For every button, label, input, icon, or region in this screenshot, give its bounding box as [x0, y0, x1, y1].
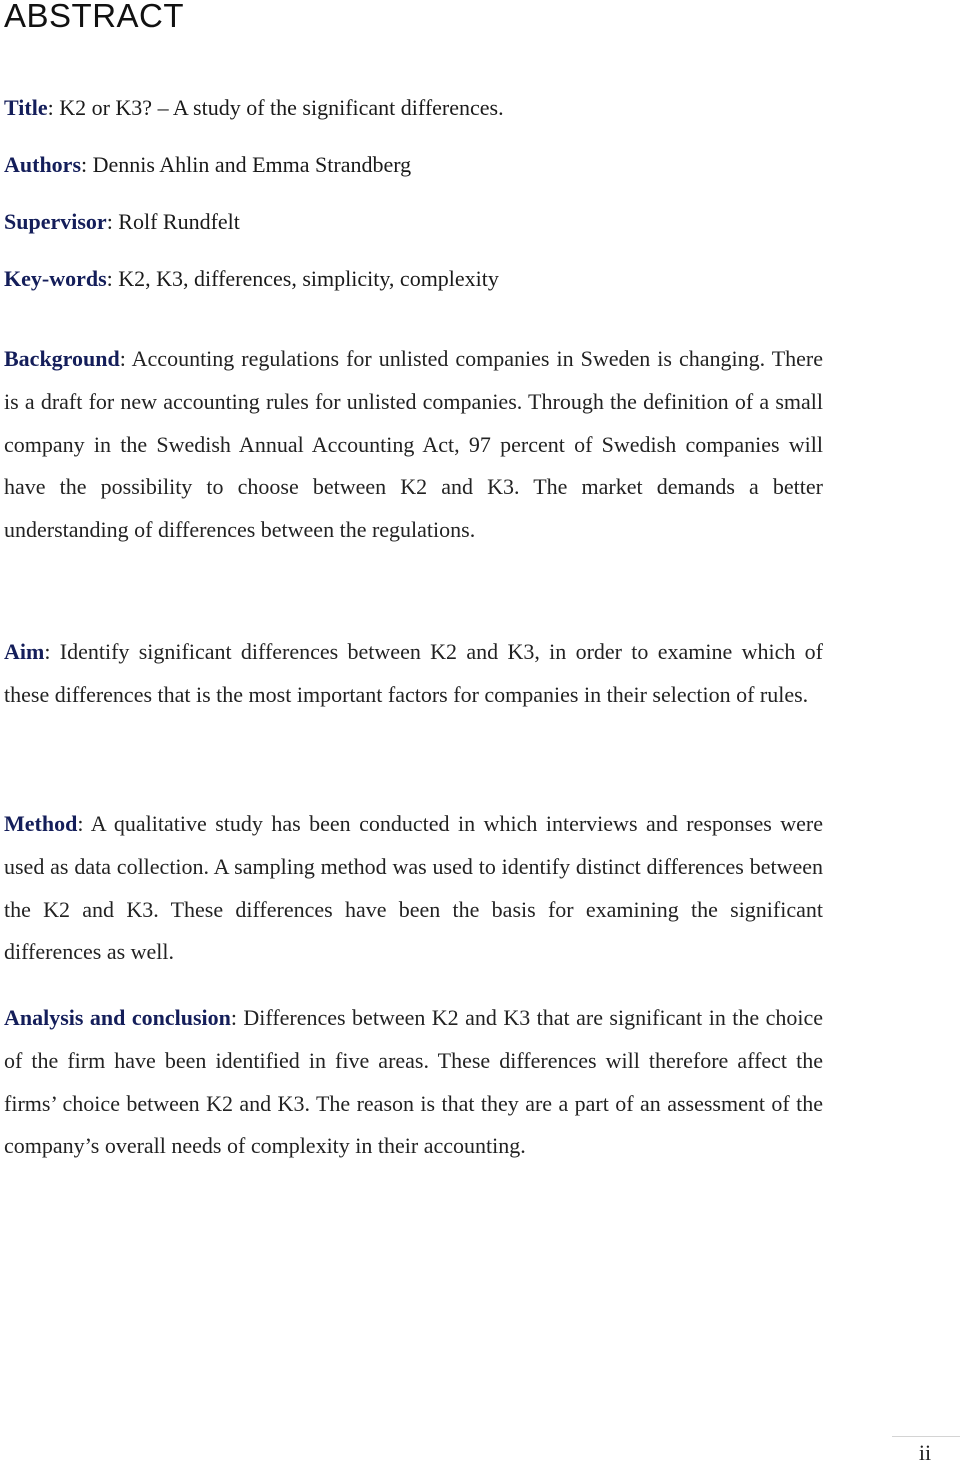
supervisor-line [4, 207, 240, 237]
authors-value: : Dennis Ahlin and Emma Strandberg [81, 152, 412, 177]
footer-divider [892, 1436, 960, 1437]
analysis-label: Analysis and conclusion [4, 1005, 231, 1030]
authors-line [4, 150, 411, 180]
supervisor-value: : Rolf Rundfelt [106, 209, 240, 234]
analysis-text: : Differences between K2 and K3 that are significant in the choice of the firm have been identified in five areas. These differences will therefore affect the firms’ choice between K2 and K3. The reason is that they are a part of an assessment of the company’s overall needs of complexity in their accounting. [4, 1005, 823, 1159]
background-text: : Accounting regulations for unlisted companies in Sweden is changing. There is a draft for new accounting rules for unlisted companies. Through the definition of a small company in the Swedish Annual Accounting Act, 97 percent of Swedish companies will have the possibility to choose between K2 and K3. The market demands a better understanding of differences between the regulations. [4, 346, 823, 543]
authors-label: Authors [4, 152, 82, 177]
method-paragraph [4, 803, 823, 974]
method-label: Method [4, 811, 78, 836]
supervisor-label: Supervisor [4, 209, 107, 234]
page-heading: ABSTRACT [4, 0, 185, 34]
method-text: : A qualitative study has been conducted in which interviews and responses were used as data collection. A sampling method was used to identify distinct differences between the K2 and K3. These differences have been the basis for examining the significant differences as well. [4, 811, 823, 965]
keywords-line [4, 264, 499, 294]
keywords-label: Key-words [4, 266, 107, 291]
title-label: Title [4, 95, 48, 120]
title-line [4, 93, 504, 123]
analysis-paragraph [4, 997, 823, 1168]
keywords-value: : K2, K3, differences, simplicity, complexity [106, 266, 499, 291]
page-number: ii [918, 1440, 932, 1465]
aim-text: : Identify significant differences between K2 and K3, in order to examine which of these differences that is the most important factors for companies in their selection of rules. [4, 639, 823, 707]
aim-label: Aim [4, 639, 45, 664]
background-paragraph [4, 338, 823, 552]
aim-paragraph [4, 631, 823, 717]
background-label: Background [4, 346, 120, 371]
title-value: : K2 or K3? – A study of the significant differences. [47, 95, 504, 120]
